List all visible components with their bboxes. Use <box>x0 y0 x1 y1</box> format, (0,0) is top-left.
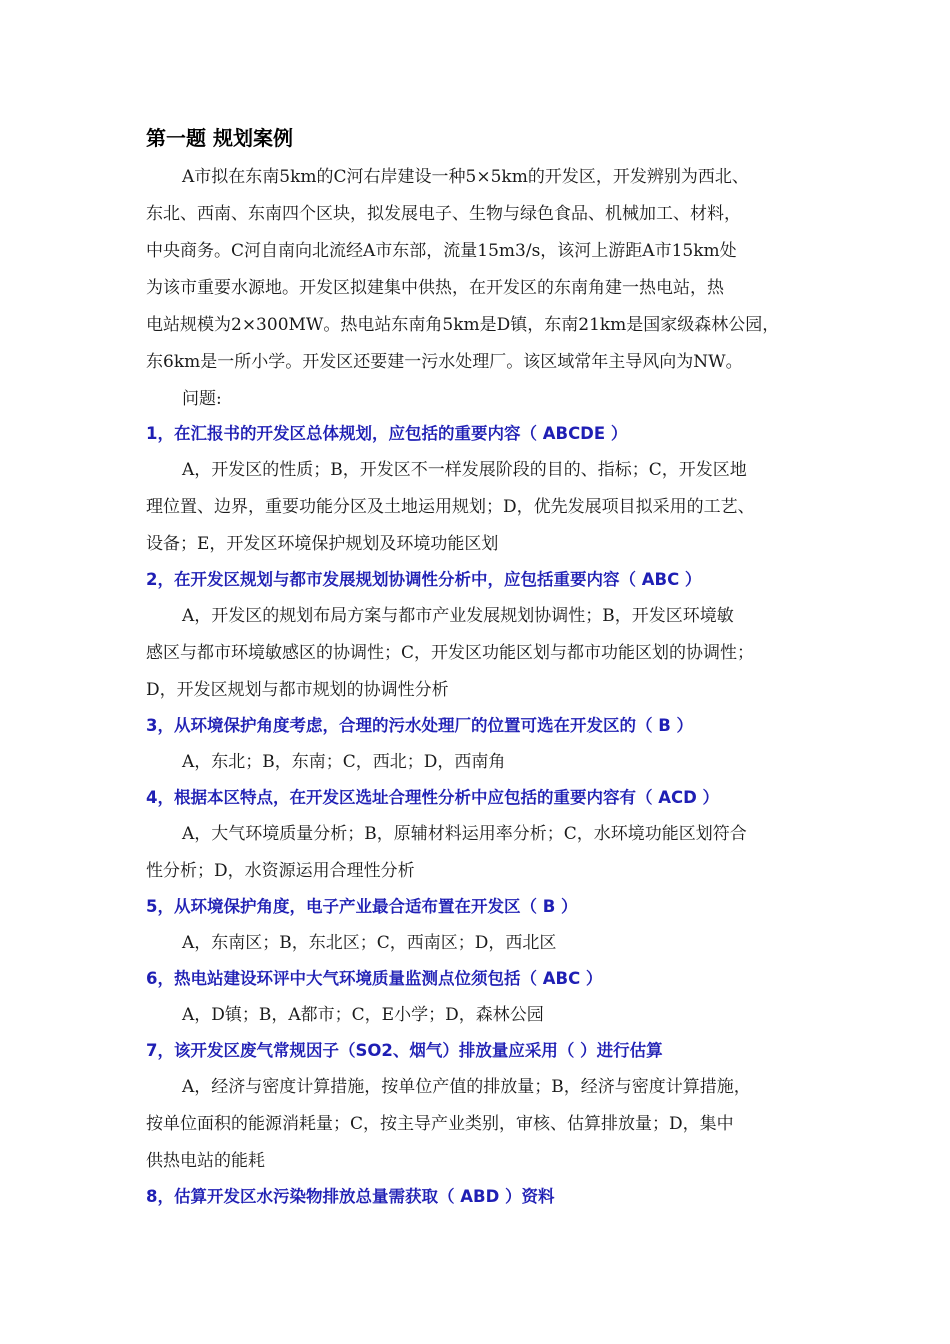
option-line: 性分析；D，水资源运用合理性分析 <box>146 861 415 881</box>
option-line: A，D镇；B，A都市；C，E小学；D，森林公园 <box>182 1005 544 1025</box>
option-line: 供热电站的能耗 <box>146 1151 265 1171</box>
option-line: A，开发区的规划布局方案与都市产业发展规划协调性；B，开发区环境敏 <box>182 606 734 626</box>
question-1: 1，在汇报书的开发区总体规划，应包括的重要内容（ ABCDE ） <box>146 424 628 443</box>
intro-line: 东6km是一所小学。开发区还要建一污水处理厂。该区域常年主导风向为NW。 <box>146 352 743 372</box>
question-2: 2，在开发区规划与都市发展规划协调性分析中，应包括重要内容（ ABC ） <box>146 570 702 589</box>
intro-line: 中央商务。C河自南向北流经A市东部，流量15m3/s，该河上游距A市15km处 <box>146 241 737 261</box>
option-line: A，东北；B，东南；C，西北；D，西南角 <box>182 752 506 772</box>
option-line: A，经济与密度计算措施，按单位产值的排放量；B，经济与密度计算措施， <box>182 1077 751 1097</box>
question-7: 7，该开发区废气常规因子（SO2、烟气）排放量应采用（ ）进行估算 <box>146 1041 663 1060</box>
question-5: 5，从环境保护角度，电子产业最合适布置在开发区（ B ） <box>146 897 578 916</box>
questions-label: 问题: <box>182 389 222 409</box>
question-6: 6，热电站建设环评中大气环境质量监测点位须包括（ ABC ） <box>146 969 603 988</box>
intro-line: 东北、西南、东南四个区块，拟发展电子、生物与绿色食品、机械加工、材料， <box>146 204 741 224</box>
option-line: 理位置、边界，重要功能分区及土地运用规划；D，优先发展项目拟采用的工艺、 <box>146 497 755 517</box>
option-line: A，开发区的性质；B，开发区不一样发展阶段的目的、指标；C，开发区地 <box>182 460 747 480</box>
option-line: 设备；E，开发区环境保护规划及环境功能区划 <box>146 534 499 554</box>
case-title: 第一题 规划案例 <box>146 126 293 150</box>
option-line: D，开发区规划与都市规划的协调性分析 <box>146 680 449 700</box>
option-line: 按单位面积的能源消耗量；C，按主导产业类别，审核、估算排放量；D，集中 <box>146 1114 734 1134</box>
question-4: 4，根据本区特点，在开发区选址合理性分析中应包括的重要内容有（ ACD ） <box>146 788 720 807</box>
question-3: 3，从环境保护角度考虑，合理的污水处理厂的位置可选在开发区的（ B ） <box>146 716 694 735</box>
option-line: 感区与都市环境敏感区的协调性；C，开发区功能区划与都市功能区划的协调性； <box>146 643 755 663</box>
intro-line: 为该市重要水源地。开发区拟建集中供热，在开发区的东南角建一热电站，热 <box>146 278 724 298</box>
intro-line: 电站规模为2×300MW。热电站东南角5km是D镇，东南21km是国家级森林公园， <box>146 315 780 335</box>
question-8: 8，估算开发区水污染物排放总量需获取（ ABD ）资料 <box>146 1187 555 1206</box>
option-line: A，东南区；B，东北区；C，西南区；D，西北区 <box>182 933 557 953</box>
intro-line: A市拟在东南5km的C河右岸建设一种5×5km的开发区，开发辨别为西北、 <box>182 167 749 187</box>
option-line: A，大气环境质量分析；B，原辅材料运用率分析；C，水环境功能区划符合 <box>182 824 747 844</box>
